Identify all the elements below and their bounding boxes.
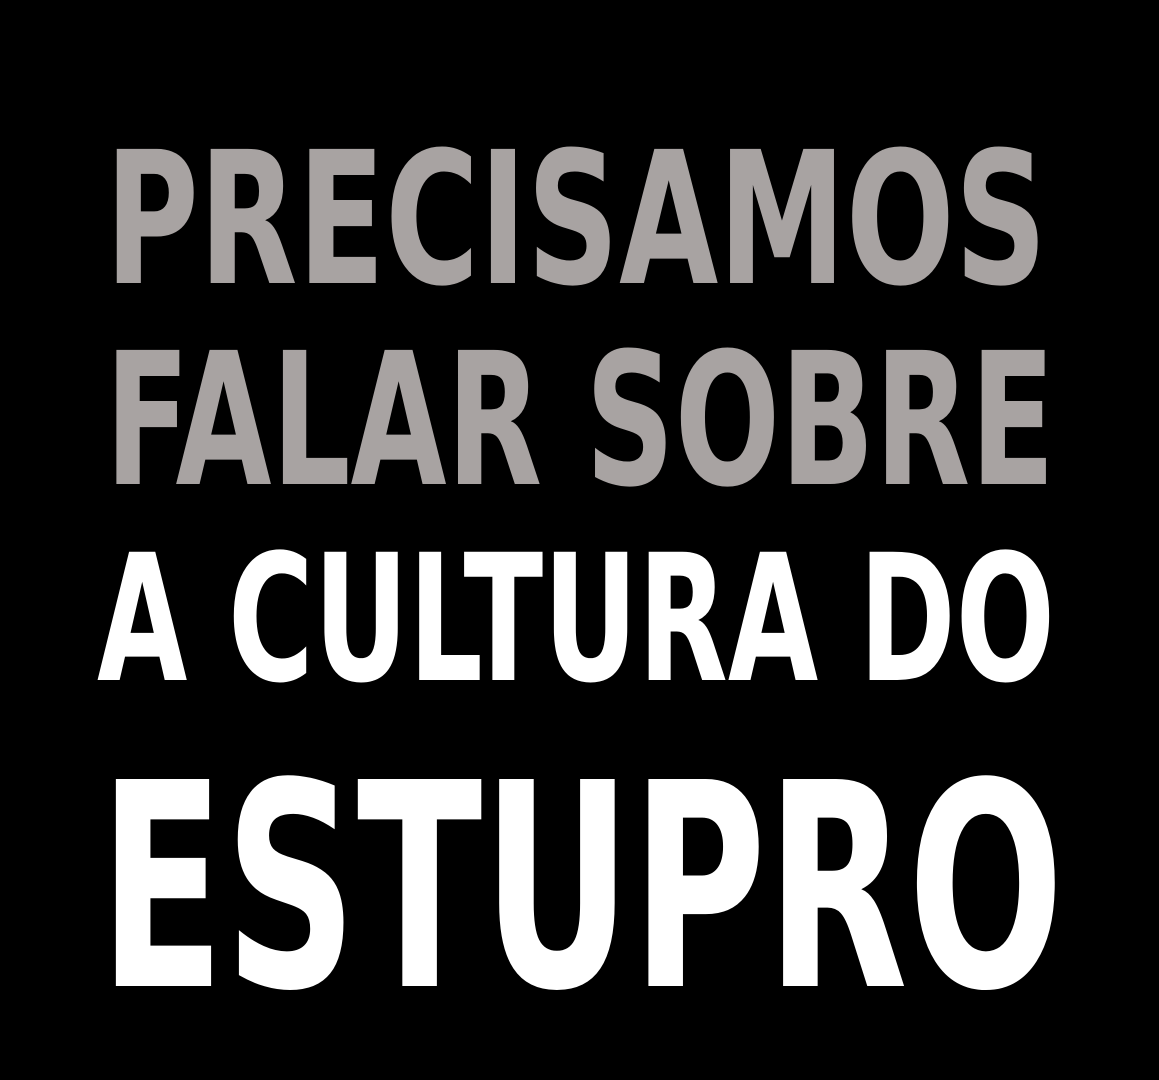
headline-line-estupro: ESTUPRO <box>99 722 1064 1053</box>
headline-line-a-cultura-do: A CULTURA DO <box>97 517 1055 722</box>
headline-line-precisamos: PRECISAMOS <box>105 113 1047 327</box>
headline-line-falar-sobre: FALAR SOBRE <box>105 314 1055 528</box>
